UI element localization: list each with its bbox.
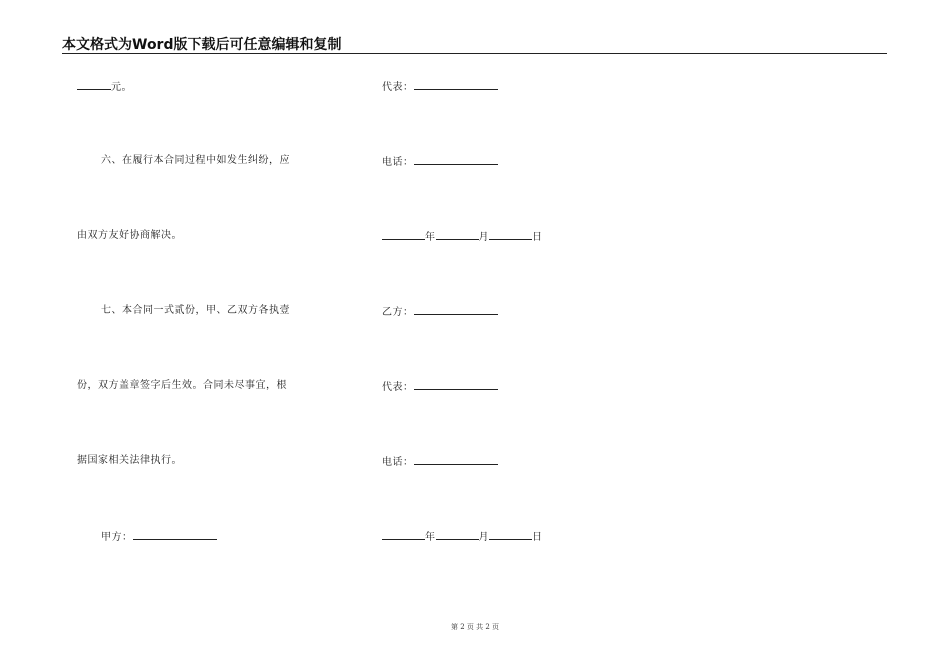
date-2-year-label: 年 — [425, 532, 436, 543]
date-2-year-blank — [382, 530, 425, 540]
phone-2-blank — [414, 455, 498, 465]
party-a-line — [101, 530, 217, 544]
clause-7-line-1: 七、本合同一式贰份，甲、乙双方各执壹 — [101, 305, 290, 316]
phone-1-blank — [414, 155, 498, 165]
phone-2-label: 电话： — [382, 457, 414, 468]
document-header-title: 本文格式为Word版下载后可任意编辑和复制 — [62, 37, 342, 53]
date-2-line — [382, 530, 543, 544]
date-1-month-blank — [436, 230, 479, 240]
date-2-month-blank — [436, 530, 479, 540]
date-2-month-label: 月 — [478, 532, 489, 543]
party-b-blank — [414, 305, 498, 315]
clause-7-line-3: 据国家相关法律执行。 — [77, 455, 182, 466]
date-1-day-label: 日 — [532, 232, 543, 243]
representative-2-line — [382, 380, 498, 394]
representative-1-line — [382, 80, 498, 94]
amount-line — [77, 80, 132, 94]
phone-1-label: 电话： — [382, 157, 414, 168]
date-1-year-label: 年 — [425, 232, 436, 243]
phone-2-line — [382, 455, 498, 469]
party-b-label: 乙方： — [382, 307, 414, 318]
date-1-day-blank — [489, 230, 532, 240]
phone-1-line — [382, 155, 498, 169]
representative-1-label: 代表： — [382, 82, 414, 93]
date-2-day-blank — [489, 530, 532, 540]
party-a-label: 甲方： — [101, 532, 133, 543]
amount-blank — [77, 80, 111, 90]
amount-suffix: 元。 — [111, 82, 132, 93]
party-a-blank — [133, 530, 217, 540]
clause-6-line-2: 由双方友好协商解决。 — [77, 230, 182, 241]
representative-1-blank — [414, 80, 498, 90]
date-1-month-label: 月 — [478, 232, 489, 243]
clause-6-line-1: 六、在履行本合同过程中如发生纠纷，应 — [101, 155, 290, 166]
representative-2-blank — [414, 380, 498, 390]
clause-7-line-2: 份，双方盖章签字后生效。合同未尽事宜，根 — [77, 380, 287, 391]
page-footer: 第 2 页 共 2 页 — [450, 623, 500, 631]
representative-2-label: 代表： — [382, 382, 414, 393]
date-1-line — [382, 230, 543, 244]
party-b-line — [382, 305, 498, 319]
date-1-year-blank — [382, 230, 425, 240]
date-2-day-label: 日 — [532, 532, 543, 543]
header-divider — [62, 53, 887, 54]
